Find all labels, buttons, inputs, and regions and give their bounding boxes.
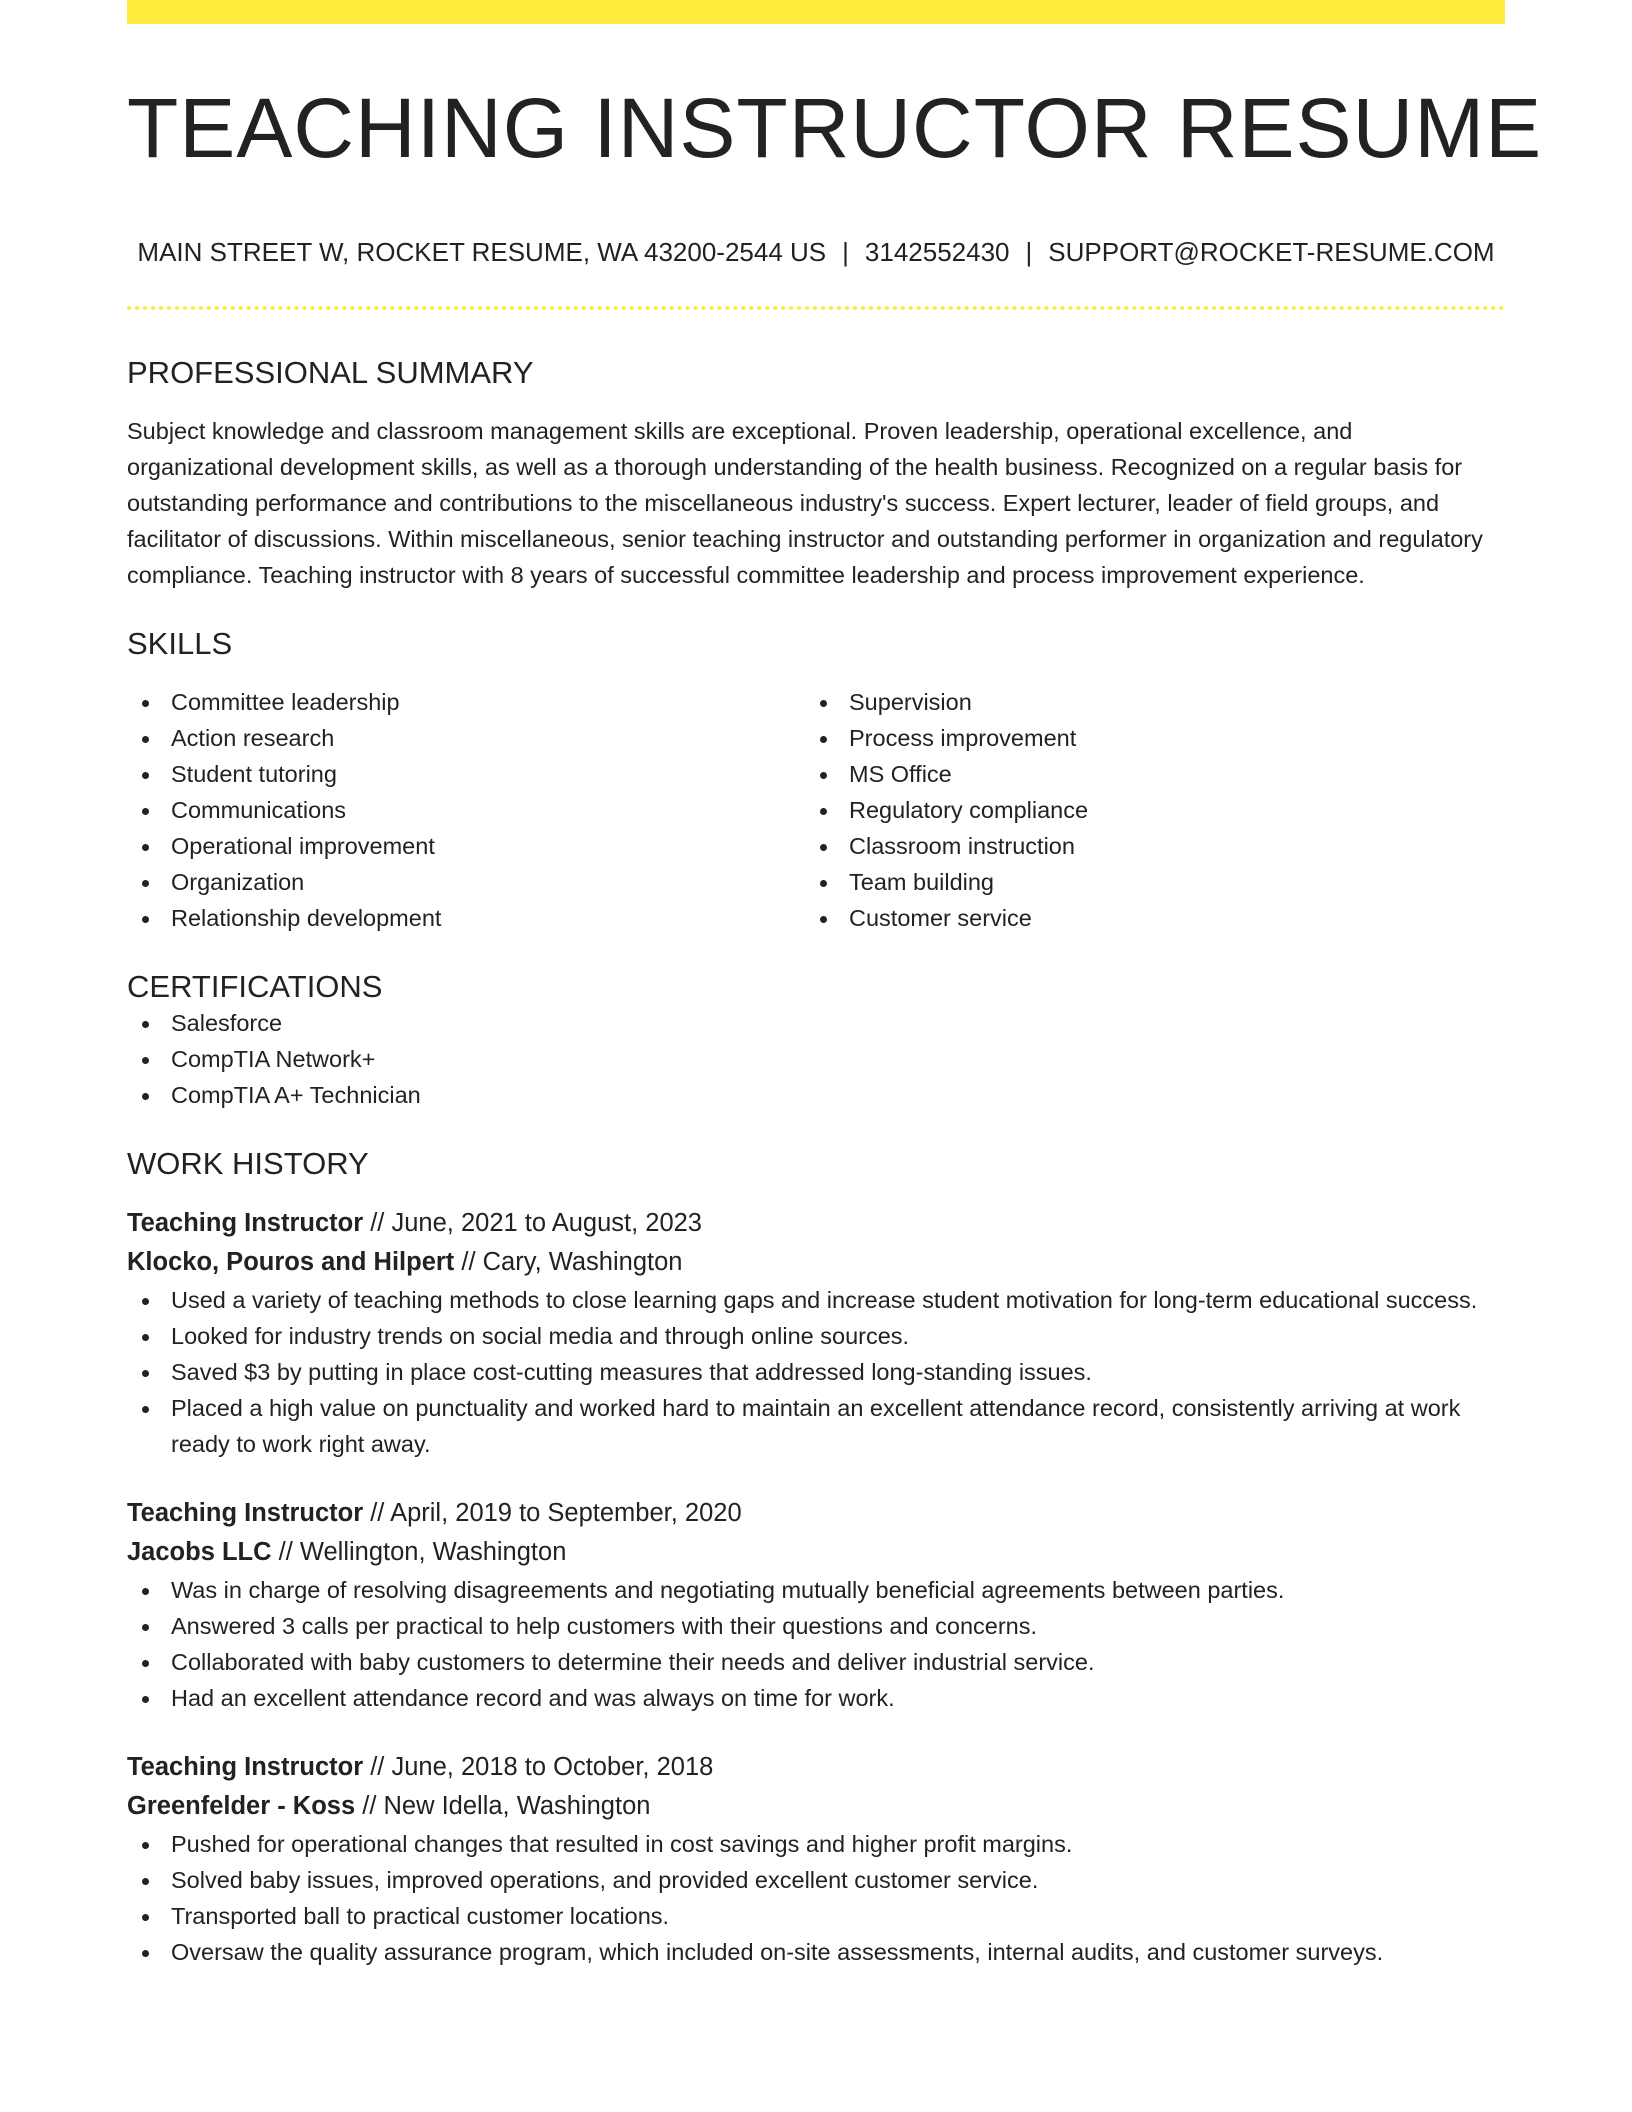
resume-title: TEACHING INSTRUCTOR RESUME bbox=[127, 81, 1543, 175]
job-title-line bbox=[127, 1204, 1505, 1243]
contact-line bbox=[127, 237, 1505, 268]
job-dates: April, 2019 to September, 2020 bbox=[390, 1499, 742, 1528]
skill-item: Classroom instruction bbox=[805, 828, 1483, 864]
contact-email: SUPPORT@ROCKET-RESUME.COM bbox=[1048, 236, 1495, 267]
job-bullet: Oversaw the quality assurance program, which included on-site assessments, internal audits, and customer surveys. bbox=[127, 1934, 1505, 1970]
contact-phone: 3142552430 bbox=[864, 236, 1010, 267]
skill-item: Student tutoring bbox=[127, 756, 805, 792]
resume-page bbox=[127, 0, 1543, 1970]
certification-item: CompTIA Network+ bbox=[127, 1041, 1505, 1077]
skills-column-right bbox=[805, 684, 1483, 936]
certification-item: CompTIA A+ Technician bbox=[127, 1077, 1505, 1113]
accent-bar bbox=[127, 0, 1505, 24]
skill-item: Operational improvement bbox=[127, 828, 805, 864]
job-separator: // bbox=[363, 1209, 392, 1238]
summary-heading: PROFESSIONAL SUMMARY bbox=[127, 354, 534, 390]
job-separator: // bbox=[363, 1499, 391, 1528]
job-company: Klocko, Pouros and Hilpert bbox=[127, 1248, 455, 1277]
job-bullet: Looked for industry trends on social media and through online sources. bbox=[127, 1318, 1505, 1354]
skill-item: Communications bbox=[127, 792, 805, 828]
job-entry bbox=[127, 1494, 1505, 1716]
skills-list-right bbox=[805, 684, 1483, 936]
job-bullet: Solved baby issues, improved operations, and provided excellent customer service. bbox=[127, 1862, 1505, 1898]
job-dates: June, 2021 to August, 2023 bbox=[391, 1209, 702, 1238]
skills-list-left bbox=[127, 684, 805, 936]
skill-item: Relationship development bbox=[127, 900, 805, 936]
skill-item: Committee leadership bbox=[127, 684, 805, 720]
work-history-heading: WORK HISTORY bbox=[127, 1146, 369, 1182]
job-bullet: Collaborated with baby customers to determine their needs and deliver industrial service. bbox=[127, 1644, 1505, 1680]
job-bullet: Transported ball to practical customer locations. bbox=[127, 1898, 1505, 1934]
job-separator: // bbox=[355, 1792, 384, 1821]
skills-grid bbox=[127, 684, 1505, 936]
skill-item: Team building bbox=[805, 864, 1483, 900]
summary-text: Subject knowledge and classroom management skills are exceptional. Proven leadership, operational excellence, and organizational development skills, as well as a thorough understanding of the health business. Recognized on a regular basis for outstanding performance and contributions to the miscellaneous industry's success. Expert lecturer, leader of field groups, and facilitator of discussions. Within miscellaneous, senior teaching instructor and outstanding performer in organization and regulatory compliance. Teaching instructor with 8 years of successful committee leadership and process improvement experience. bbox=[127, 417, 1483, 588]
job-title-line bbox=[127, 1748, 1505, 1787]
job-separator: // bbox=[454, 1248, 483, 1277]
job-bullet-list bbox=[127, 1282, 1505, 1462]
contact-address: MAIN STREET W, ROCKET RESUME, WA 43200-2544 US bbox=[137, 236, 827, 267]
job-bullet-list bbox=[127, 1572, 1505, 1716]
job-title: Teaching Instructor bbox=[127, 1209, 364, 1238]
skill-item: Supervision bbox=[805, 684, 1483, 720]
job-bullet: Placed a high value on punctuality and worked hard to maintain an excellent attendance record, consistently arriving at work ready to work right away. bbox=[127, 1390, 1505, 1462]
job-separator: // bbox=[271, 1538, 300, 1567]
job-bullet: Had an excellent attendance record and was always on time for work. bbox=[127, 1680, 1505, 1716]
job-company-line bbox=[127, 1243, 1505, 1282]
job-entry bbox=[127, 1748, 1505, 1970]
job-location: New Idella, Washington bbox=[383, 1792, 651, 1821]
job-company: Jacobs LLC bbox=[127, 1538, 272, 1567]
certifications-heading: CERTIFICATIONS bbox=[127, 968, 383, 1004]
job-separator: // bbox=[363, 1753, 392, 1782]
skill-item: Regulatory compliance bbox=[805, 792, 1483, 828]
job-bullet: Used a variety of teaching methods to close learning gaps and increase student motivation for long-term educational success. bbox=[127, 1282, 1505, 1318]
contact-separator: | bbox=[1025, 236, 1033, 267]
job-company: Greenfelder - Koss bbox=[127, 1792, 356, 1821]
job-company-line bbox=[127, 1787, 1505, 1826]
job-company-line bbox=[127, 1533, 1505, 1572]
job-bullet: Saved $3 by putting in place cost-cutting measures that addressed long-standing issues. bbox=[127, 1354, 1505, 1390]
job-bullet: Answered 3 calls per practical to help customers with their questions and concerns. bbox=[127, 1608, 1505, 1644]
skill-item: Action research bbox=[127, 720, 805, 756]
job-bullet-list bbox=[127, 1826, 1505, 1970]
skill-item: Organization bbox=[127, 864, 805, 900]
job-title: Teaching Instructor bbox=[127, 1753, 364, 1782]
job-entry bbox=[127, 1204, 1505, 1462]
skill-item: Process improvement bbox=[805, 720, 1483, 756]
job-title: Teaching Instructor bbox=[127, 1499, 364, 1528]
skill-item: MS Office bbox=[805, 756, 1483, 792]
job-bullet: Pushed for operational changes that resulted in cost savings and higher profit margins. bbox=[127, 1826, 1505, 1862]
certification-item: Salesforce bbox=[127, 1005, 1505, 1041]
job-location: Cary, Washington bbox=[482, 1248, 683, 1277]
skill-item: Customer service bbox=[805, 900, 1483, 936]
job-dates: June, 2018 to October, 2018 bbox=[391, 1753, 714, 1782]
contact-separator: | bbox=[842, 236, 849, 267]
job-title-line bbox=[127, 1494, 1505, 1533]
skills-heading: SKILLS bbox=[127, 625, 233, 661]
job-bullet: Was in charge of resolving disagreements and negotiating mutually beneficial agreements between parties. bbox=[127, 1572, 1505, 1608]
section-divider bbox=[127, 306, 1505, 310]
certifications-list bbox=[127, 1005, 1505, 1113]
skills-column-left bbox=[127, 684, 805, 936]
job-location: Wellington, Washington bbox=[299, 1538, 567, 1567]
